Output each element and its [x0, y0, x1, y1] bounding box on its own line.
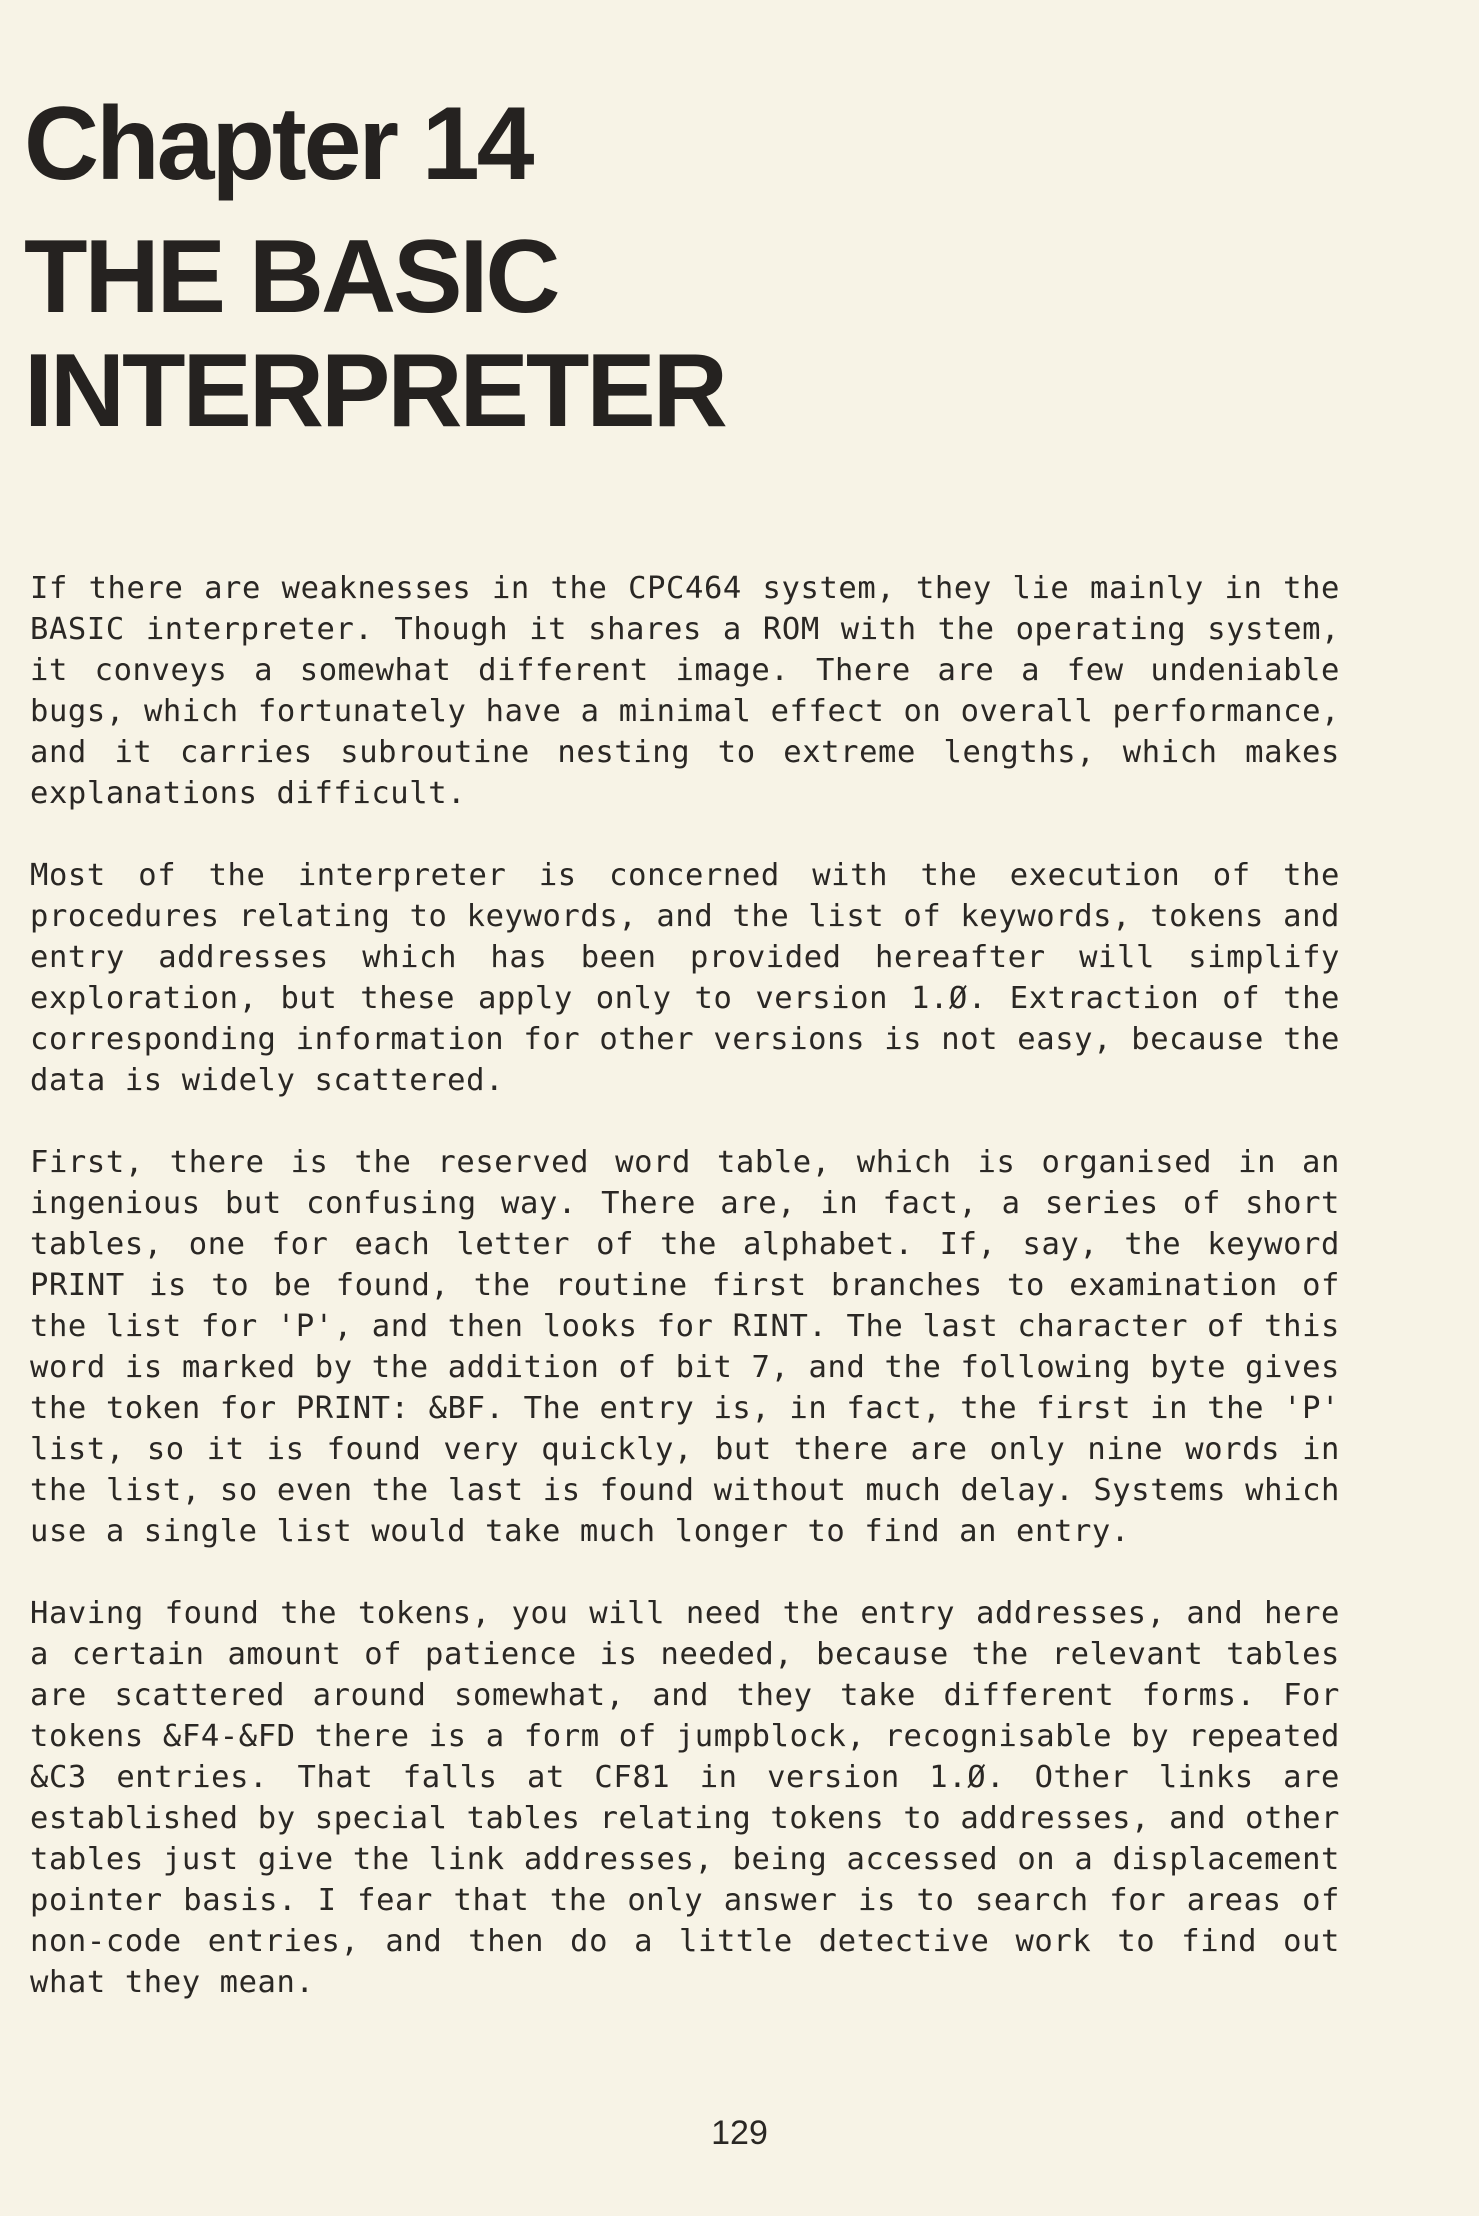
page-number: 129 [711, 2114, 768, 2152]
paragraph: First, there is the reserved word table, which is organised in an ingenious but confusing way. There are, in fact, a series of short tables, one for each letter of the alphabet. If, say, the keyword PRINT is to be found, the routine first branches to examination of the list for 'P', and then looks for RINT. The last character of this word is marked by the addition of bit 7, and the following byte gives the token for PRINT: &BF. The entry is, in fact, the first in the 'P' list, so it is found very quickly, but there are only nine words in the list, so even the last is found without much delay. Systems which use a single list would take much longer to find an entry. [30, 1145, 1340, 1549]
chapter-title [24, 220, 725, 448]
paragraph: Having found the tokens, you will need the entry addresses, and here a certain amount of patience is needed, because the relevant tables are scattered around somewhat, and they take different forms. For tokens &F4-&FD there is a form of jumpblock, recognisable by repeated &C3 entries. That falls at CF81 in version 1.Ø. Other links are established by special tables relating tokens to addresses, and other tables just give the link addresses, being accessed on a displacement pointer basis. I fear that the only answer is to search for areas of non-code entries, and then do a little detective work to find out what they mean. [30, 1596, 1340, 2000]
paragraph: Most of the interpreter is concerned with the execution of the procedures relating to keywords, and the list of keywords, tokens and entry addresses which has been provided hereafter will simplify exploration, but these apply only to version 1.Ø. Extraction of the corresponding information for other versions is not easy, because the data is widely scattered. [30, 858, 1340, 1098]
chapter-label: Chapter 14 [24, 86, 532, 202]
paragraph: If there are weaknesses in the CPC464 system, they lie mainly in the BASIC interpreter. Though it shares a ROM with the operating system, it conveys a somewhat different image. There are a few undeniable bugs, which fortunately have a minimal effect on overall performance, and it carries subroutine nesting to extreme lengths, which makes explanations difficult. [30, 571, 1340, 811]
chapter-title-line-1: THE BASIC [24, 219, 558, 335]
chapter-heading [24, 88, 725, 448]
chapter-title-line-2: INTERPRETER [24, 333, 725, 449]
body-text [30, 568, 1340, 2044]
